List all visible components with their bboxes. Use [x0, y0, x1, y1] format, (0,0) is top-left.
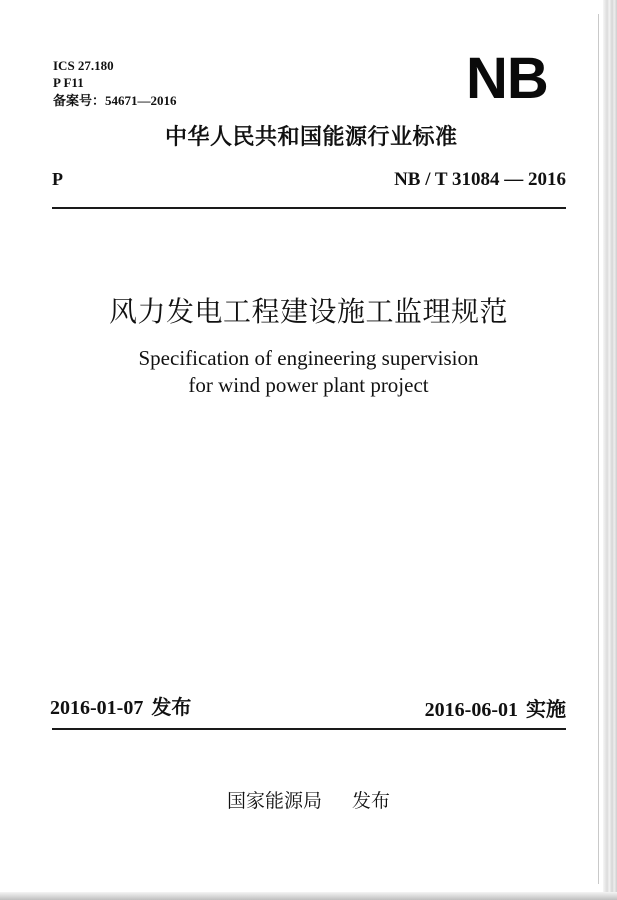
scan-edge-line	[598, 14, 599, 884]
organization-title: 中华人民共和国能源行业标准	[165, 125, 458, 150]
top-divider	[52, 207, 566, 209]
publisher-action: 发布	[352, 790, 391, 812]
issue-label: 发布	[151, 697, 192, 719]
title-english-line-1: Specification of engineering supervision	[138, 346, 479, 370]
nb-logo: NB	[466, 46, 548, 111]
category-letter: P	[52, 169, 63, 189]
issue-date-block	[50, 698, 191, 718]
implementation-label: 实施	[526, 699, 566, 721]
record-number: 备案号：54671—2016	[53, 93, 177, 108]
ics-code: ICS 27.180	[53, 58, 114, 73]
bottom-divider	[52, 728, 566, 730]
publisher-name: 国家能源局	[226, 790, 322, 812]
classification-code: P F11	[53, 75, 84, 90]
standard-number: NB / T 31084 — 2016	[394, 169, 566, 190]
implementation-date: 2016-06-01	[424, 699, 518, 721]
title-english-line-2: for wind power plant project	[188, 373, 429, 397]
implementation-date-block	[425, 700, 566, 720]
title-chinese: 风力发电工程建设施工监理规范	[108, 295, 508, 328]
issue-date: 2016-01-07	[50, 697, 144, 719]
scan-edge-right	[603, 0, 617, 900]
publisher-line	[0, 792, 617, 811]
scan-edge-bottom	[0, 892, 617, 900]
